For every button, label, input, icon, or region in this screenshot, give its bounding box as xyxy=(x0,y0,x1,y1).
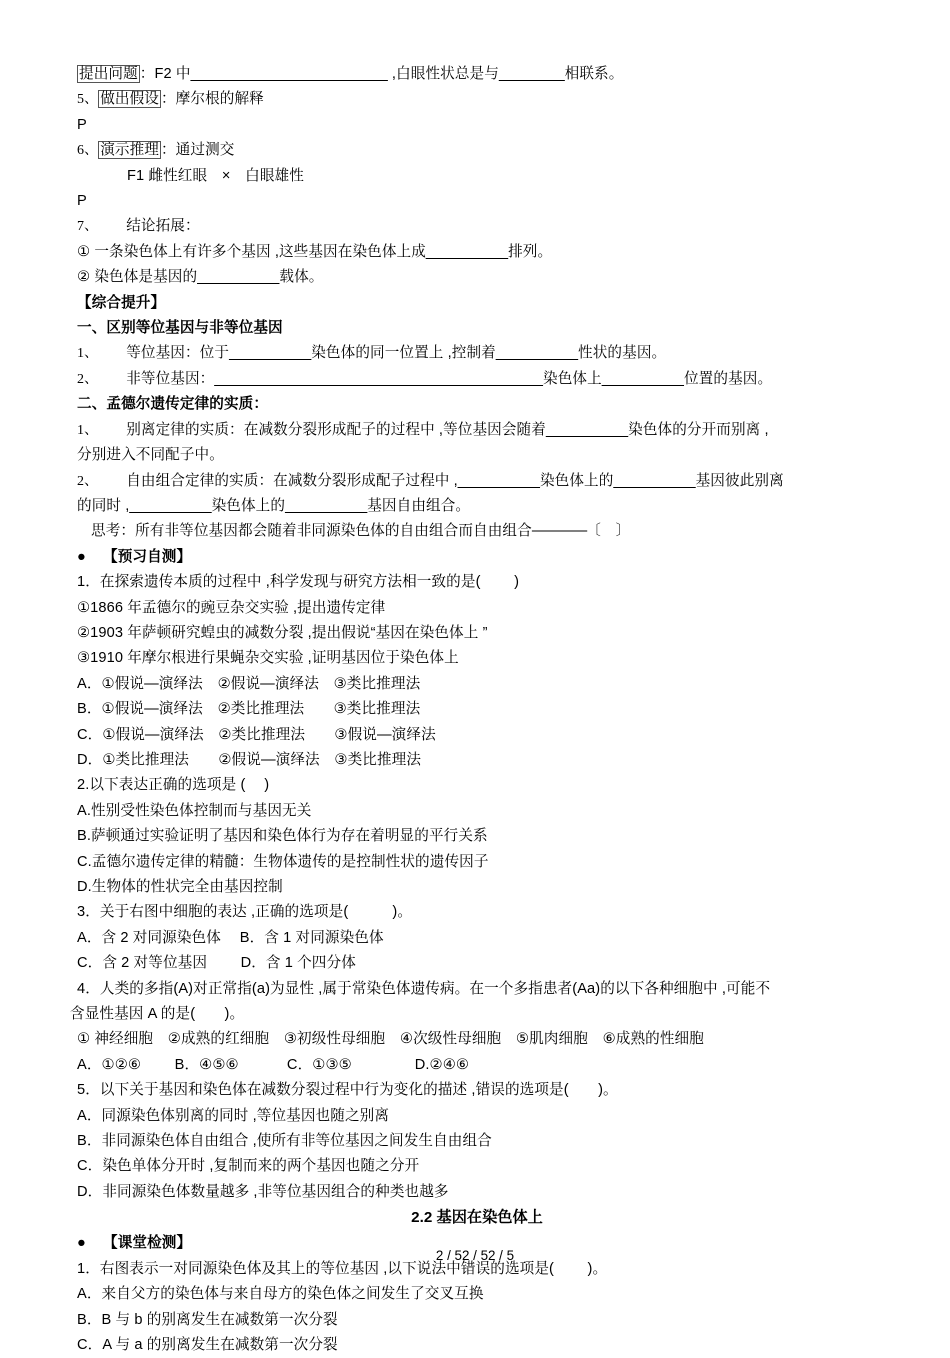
page-footer: 2 / 52 / 52 / 5 xyxy=(435,1248,515,1263)
item-number: 1、 xyxy=(77,422,99,438)
conclusion-item-1-b: 排列。 xyxy=(508,243,553,260)
item-number: 5、 xyxy=(77,92,99,108)
propose-question-text-b: ,白眼性状总是与 xyxy=(387,66,499,82)
demonstration-text: ：通过测交 xyxy=(160,142,235,159)
blank-field: __________ xyxy=(229,345,312,362)
demonstration-label: 演示推理 xyxy=(100,142,159,159)
allele-text-a: 等位基因：位于 xyxy=(126,345,230,362)
preview-q4-line-2: 含显性基因 A 的是( )。 xyxy=(70,1006,245,1023)
conclusion-text: 结论拓展： xyxy=(126,218,200,235)
think-answer-bracket: 〔 〕 xyxy=(586,523,631,540)
line-propose-question xyxy=(77,62,877,87)
heading-sub-1: 一、区别等位基因与非等位基因 xyxy=(77,320,283,337)
line-p-1: P xyxy=(77,116,87,133)
blank-field: __________ xyxy=(425,243,509,260)
line-think-question xyxy=(77,519,877,544)
segregation-text-a: 别离定律的实质：在减数分裂形成配子的过程中 ,等位基因会随着 xyxy=(126,421,546,438)
preview-q1-option-a: A．①假说—演绎法 ②假说—演绎法 ③类比推理法 xyxy=(77,675,421,692)
bullet-icon: ● xyxy=(77,1235,86,1252)
bullet-icon: ● xyxy=(77,548,86,565)
preview-q1-item-1: ①1866 年孟德尔的豌豆杂交实验 ,提出遗传定律 xyxy=(77,599,386,616)
heading-sub-2: 二、孟德尔遗传定律的实质： xyxy=(77,396,269,413)
propose-question-label: 提出问题 xyxy=(79,66,138,82)
allele-text-b: 染色体的同一位置上 ,控制着 xyxy=(311,345,496,362)
preview-q5-option-c: C．染色单体分开时 ,复制而来的两个基因也随之分开 xyxy=(77,1158,420,1175)
assortment-text-c: 基因彼此别离 xyxy=(695,472,784,489)
preview-q2-option-c: C.孟德尔遗传定律的精髓：生物体遗传的是控制性状的遗传因子 xyxy=(77,853,489,870)
preview-q4-options: A．①②⑥ B．④⑤⑥ C．①③⑤ D.②④⑥ xyxy=(77,1056,470,1073)
blank-field: __________ xyxy=(197,269,280,286)
line-segregation-law-cont: 分别进入不同配子中。 xyxy=(77,447,224,464)
blank-field: __________ xyxy=(129,497,212,514)
preview-q1-item-2: ②1903 年萨顿研究蝗虫的减数分裂 ,提出假说“基因在染色体上 ” xyxy=(77,624,488,641)
item-number: 2、 xyxy=(77,371,99,387)
conclusion-item-2-b: 载体。 xyxy=(279,269,324,286)
line-allele-definition xyxy=(77,341,877,366)
think-dash: ———— xyxy=(531,523,587,540)
allele-text-c: 性状的基因。 xyxy=(578,345,667,362)
preview-q3-options-cd: C．含 2 对等位基因 D．含 1 个四分体 xyxy=(77,955,356,972)
line-demonstration xyxy=(77,138,877,163)
class-q1: 1．右图表示一对同源染色体及其上的等位基因 ,以下说法中错误的选项是( )。 xyxy=(77,1260,608,1277)
preview-q2-option-a: A.性别受性染色体控制而与基因无关 xyxy=(77,802,312,819)
preview-q2-option-d: D.生物体的性状完全由基因控制 xyxy=(77,879,283,895)
assortment-cont-c: 基因自由组合。 xyxy=(367,497,471,514)
preview-test-heading-label: 【预习自测】 xyxy=(103,548,192,565)
hypothesis-text: ：摩尔根的解释 xyxy=(160,91,264,108)
line-hypothesis xyxy=(77,87,877,112)
nonallele-text-b: 染色体上 xyxy=(543,370,602,387)
nonallele-text-a: 非等位基因： xyxy=(126,370,215,387)
item-number: 6、 xyxy=(77,143,99,159)
blank-field: ________ xyxy=(498,66,565,82)
preview-q5: 5．以下关于基因和染色体在减数分裂过程中行为变化的描述 ,错误的选项是( )。 xyxy=(77,1082,618,1099)
preview-q5-option-a: A．同源染色体别离的同时 ,等位基因也随之别离 xyxy=(77,1107,390,1124)
blank-field: __________ xyxy=(457,472,540,489)
preview-q5-option-d: D．非同源染色体数量越多 ,非等位基因组合的种类也越多 xyxy=(77,1183,449,1200)
line-p-2: P xyxy=(77,193,87,210)
preview-q4-line-1: 4．人类的多指(A)对正常指(a)为显性 ,属于常染色体遗传病。在一个多指患者(Aa)的以下各种细胞中 ,可能不 xyxy=(77,980,771,997)
line-independent-assortment xyxy=(77,469,877,494)
line-conclusion-item-1 xyxy=(77,240,877,265)
blank-field: __________ xyxy=(545,421,629,438)
class-q1-option-b: B．B 与 b 的别离发生在减数第一次分裂 xyxy=(77,1311,338,1328)
assortment-text-b: 染色体上的 xyxy=(539,472,614,489)
preview-q1-option-c: C．①假说—演绎法 ②类比推理法 ③假说—演绎法 xyxy=(77,726,436,743)
propose-question-text-c: 相联系。 xyxy=(564,66,624,82)
class-q1-option-c: C．A 与 a 的别离发生在减数第一次分裂 xyxy=(77,1336,338,1353)
blank-field: __________ xyxy=(601,370,684,387)
heading-preview-test xyxy=(77,545,877,570)
assortment-cont-a: 的同时 , xyxy=(77,497,130,514)
blank-field: ________________________ xyxy=(190,66,388,82)
section-title: 2.2 基因在染色体上 xyxy=(411,1209,543,1227)
think-text: 思考：所有非等位基因都会随着非同源染色体的自由组合而自由组合 xyxy=(91,523,532,540)
hypothesis-label: 做出假设 xyxy=(100,91,159,108)
line-segregation-law xyxy=(77,418,877,443)
preview-q3: 3．关于右图中细胞的表达 ,正确的选项是( )。 xyxy=(77,904,413,921)
heading-comprehensive: 【综合提升】 xyxy=(77,294,166,311)
document-body xyxy=(70,62,877,1358)
class-q1-option-a: A．来自父方的染色体与来自母方的染色体之间发生了交叉互换 xyxy=(77,1286,484,1303)
nonallele-text-c: 位置的基因。 xyxy=(683,370,773,387)
line-conclusion xyxy=(77,214,877,239)
blank-field: ________________________________________ xyxy=(214,370,544,387)
preview-q4-items: ① 神经细胞 ②成熟的红细胞 ③初级性母细胞 ④次级性母细胞 ⑤肌肉细胞 ⑥成熟的性细胞 xyxy=(77,1031,704,1048)
item-number: 1、 xyxy=(77,346,99,362)
conclusion-item-2-a: ② 染色体是基因的 xyxy=(77,269,198,286)
class-test-heading-label: 【课堂检测】 xyxy=(103,1235,192,1252)
preview-q2-option-b: B.萨顿通过实验证明了基因和染色体行为存在着明显的平行关系 xyxy=(77,828,488,845)
blank-field: __________ xyxy=(285,497,368,514)
line-conclusion-item-2 xyxy=(77,265,877,290)
preview-q2: 2.以下表达正确的选项是 ( ) xyxy=(77,777,270,794)
preview-q1-option-d: D．①类比推理法 ②假说—演绎法 ③类比推理法 xyxy=(77,751,422,768)
preview-q1-item-3: ③1910 年摩尔根进行果蝇杂交实验 ,证明基因位于染色体上 xyxy=(77,650,459,667)
item-number: 7、 xyxy=(77,219,99,235)
item-number: 2、 xyxy=(77,473,99,489)
assortment-cont-b: 染色体上的 xyxy=(211,497,286,514)
preview-q5-option-b: B．非同源染色体自由组合 ,使所有非等位基因之间发生自由组合 xyxy=(77,1133,492,1150)
assortment-text-a: 自由组合定律的实质：在减数分裂形成配子过程中 , xyxy=(126,472,458,489)
preview-q3-options-ab: A．含 2 对同源染色体 B．含 1 对同源染色体 xyxy=(77,929,384,946)
conclusion-item-1-a: ① 一条染色体上有许多个基因 ,这些基因在染色体上成 xyxy=(77,243,426,260)
preview-q1-option-b: B．①假说—演绎法 ②类比推理法 ③类比推理法 xyxy=(77,701,421,718)
preview-q1: 1．在探索遗传本质的过程中 ,科学发现与研究方法相一致的是( ) xyxy=(77,574,520,591)
line-independent-assortment-cont xyxy=(77,494,877,519)
line-cross-f1: F1 雌性红眼 × 白眼雄性 xyxy=(127,167,304,184)
segregation-text-b: 染色体的分开而别离 , xyxy=(628,421,769,438)
propose-question-text: ：F2 中 xyxy=(139,66,191,82)
blank-field: __________ xyxy=(495,345,579,362)
line-nonallele-definition xyxy=(77,367,877,392)
blank-field: __________ xyxy=(613,472,696,489)
